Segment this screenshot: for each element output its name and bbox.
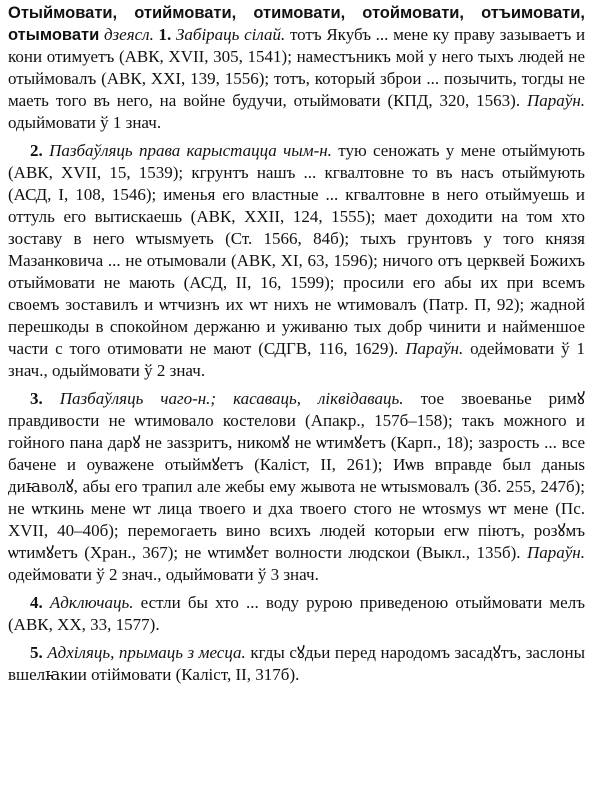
- sense-number: 4.: [30, 593, 43, 612]
- sense-definition: Пазбаўляць права карыстацца чым-н.: [49, 141, 332, 160]
- sense-definition: Адключаць.: [49, 593, 134, 612]
- sense-number: 1.: [158, 25, 172, 44]
- entry-sense-3: [8, 388, 585, 586]
- entry-sense-2: [8, 140, 585, 382]
- sense-quotations: кгды сꙋдьи перед народомъ засадꙋтъ, заслоны вшелꙗкии отіймовати (Каліст, II, 317б).: [8, 643, 586, 684]
- parallel-reference: одеймовати ў 2 знач., одыймовати ў 3 знач.: [8, 565, 319, 584]
- parallel-reference: одеймовати ў 1 знач., одыймовати ў 2 знач.: [8, 339, 586, 380]
- sense-definition: Пазбаўляць чаго-н.; касаваць, ліквідаваць.: [59, 389, 404, 408]
- sense-definition: Адхіляць, прымаць з месца.: [47, 643, 246, 662]
- sense-number: 5.: [30, 643, 43, 662]
- sense-definition: Забіраць сілай.: [175, 25, 286, 44]
- sense-quotations: тое звоеванье римꙋ правдивости не ѡтимовало костелови (Апакр., 157б–158); такъ можного и гойного пана дарꙋ не заѕзритъ, никомꙋ не ѡтимꙋетъ (Карп., 18); зазрость ... все бачене и оуважене отыймꙋетъ (Каліст, II, 261); Иѡв вправде был даныѕ диꙗволꙋ, абы его трапил але жебы ему жывота не ѡтыѕмовалъ (Зб. 255, 247б); не ѡткинь мене ѡт лица твоего и дха твоего стого не ѡтоѕмуѕ ѡт мене (Пс. XVII, 40–40б); перемогаеть вино всихъ людей которыи егѡ піютъ, розꙋмъ ѡтимꙋетъ (Хран., 367); не ѡтимꙋет волности людскои (Выкл., 135б).: [8, 389, 585, 562]
- sense-quotations: тотъ Якубъ ... мене ку праву зазываетъ и кони отимуетъ (АВК, XVII, 305, 1541); наместъникъ мой у него тыхъ людей не отыймовалъ (АВК, XXI, 139, 1556); тотъ, который зброи ... позычить, тогды не маеть того въ него, на войне будучи, отыймовати (КПД, 320, 1563).: [8, 25, 586, 110]
- parallel-label: Параўн.: [405, 339, 464, 358]
- parallel-reference: одыймовати ў 1 знач.: [8, 113, 162, 132]
- parallel-label: Параўн.: [527, 91, 586, 110]
- entry-sense-4: [8, 592, 585, 636]
- sense-number: 3.: [30, 389, 43, 408]
- sense-number: 2.: [30, 141, 43, 160]
- sense-quotations: естли бы хто ... воду рурою приведеною отыймовати мелъ (АВК, XX, 33, 1577).: [8, 593, 586, 634]
- entry-headword: Отыймовати, отиймовати, отимовати, отоймовати, отъимовати, отымовати: [8, 4, 585, 44]
- grammar-label: дзеясл.: [103, 25, 154, 44]
- sense-quotations: тую сеножать у мене отыймують (АВК, XVII, 15, 1539); кгрунтъ нашъ ... кгвалтовне то въ насъ отыймують (АСД, I, 108, 1546); именья его властные ... кгвалтовне в него отыймуешь и оттуль его вытискаешь (АВК, XXII, 124, 1555); мает доходити на том хто зоставу в него ѡтыѕмуеть (Ст. 1566, 84б); тыхъ грунтовъ у того князя Мазанковича ... не отымовали (АВК, XI, 63, 1596); ничого отъ церквей Божихъ отыймовати не мають (АСД, II, 16, 1599); просили его абы их при всемъ своемъ зоставилъ и ѡтчизнъ их ѡт нихъ не ѡтимовалъ (Патр. П, 92); жадной перешкоды в спокойном держаню и уживаню тых добр чинити и найменшое части с того отимовати не мают (СДГВ, 116, 1629).: [8, 141, 586, 358]
- entry-sense-5: [8, 642, 585, 686]
- entry-sense-1: [8, 2, 585, 134]
- parallel-label: Параўн.: [526, 543, 585, 562]
